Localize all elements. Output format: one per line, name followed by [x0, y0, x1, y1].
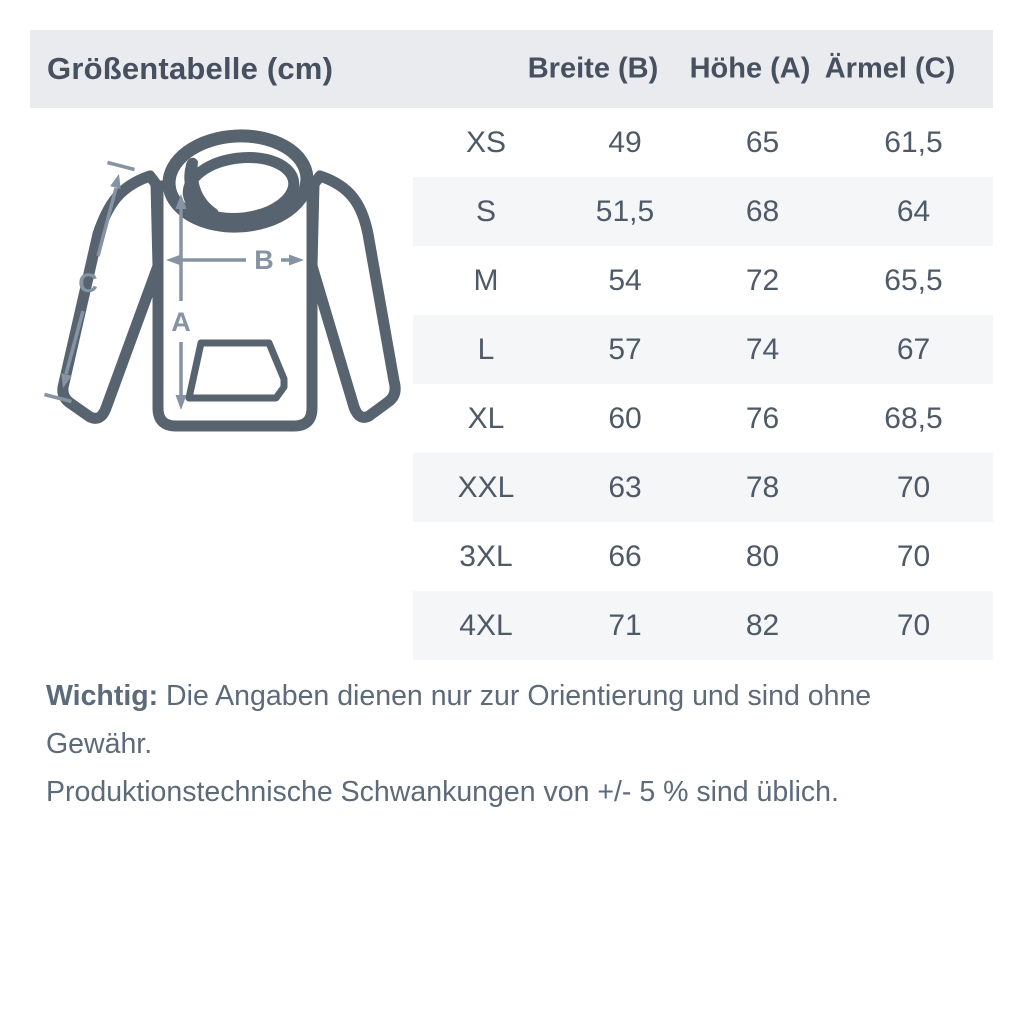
aermel-value-cell: 64	[896, 194, 931, 228]
size-cell: M	[473, 263, 499, 297]
aermel-value-cell: 65,5	[884, 263, 943, 297]
hoehe-value-cell: 74	[745, 332, 780, 366]
breite-value-cell: 57	[608, 332, 642, 366]
breite-value-cell: 54	[608, 263, 642, 297]
size-table-body	[413, 108, 993, 660]
table-row	[413, 522, 993, 591]
hoehe-value-cell: 72	[745, 263, 780, 297]
disclaimer-line-1	[46, 672, 976, 768]
size-cell: XS	[465, 125, 507, 159]
disclaimer-bold: Wichtig:	[46, 680, 159, 712]
hoehe-value-cell: 80	[745, 539, 780, 573]
table-row	[413, 315, 993, 384]
sleeve-label-c: C	[78, 268, 98, 298]
aermel-value-cell: 67	[896, 332, 931, 366]
table-row	[413, 177, 993, 246]
aermel-value-cell: 61,5	[884, 125, 943, 159]
column-header-breite: Breite (B)	[527, 52, 659, 85]
hoehe-value-cell: 82	[745, 608, 780, 642]
aermel-value-cell: 70	[896, 470, 931, 504]
size-cell: XXL	[457, 470, 515, 504]
hoodie-measurement-diagram	[28, 120, 412, 450]
table-header-bar	[30, 30, 993, 108]
breite-value-cell: 63	[608, 470, 642, 504]
size-cell: L	[477, 332, 495, 366]
table-row	[413, 246, 993, 315]
height-label-a: A	[171, 307, 191, 337]
breite-value-cell: 60	[608, 401, 642, 435]
column-header-hoehe: Höhe (A)	[689, 52, 811, 85]
aermel-value-cell: 68,5	[884, 401, 943, 435]
aermel-value-cell: 70	[896, 608, 931, 642]
hoehe-value-cell: 68	[745, 194, 780, 228]
breite-value-cell: 51,5	[595, 194, 655, 228]
table-row	[413, 591, 993, 660]
hoehe-value-cell: 65	[745, 125, 780, 159]
column-header-aermel: Ärmel (C)	[824, 52, 956, 85]
size-cell: S	[475, 194, 496, 228]
table-row	[413, 108, 993, 177]
table-row	[413, 453, 993, 522]
hoodie-pocket-outline	[189, 343, 284, 398]
disclaimer-note	[46, 672, 976, 816]
hoodie-right-sleeve-outline	[312, 176, 395, 417]
table-row	[413, 384, 993, 453]
disclaimer-text-1: Die Angaben dienen nur zur Orientierung und sind ohne Gewähr.	[46, 680, 872, 760]
size-cell: XL	[467, 401, 505, 435]
breite-value-cell: 66	[608, 539, 642, 573]
aermel-value-cell: 70	[896, 539, 931, 573]
width-label-b: B	[254, 245, 274, 275]
hoehe-value-cell: 76	[745, 401, 780, 435]
breite-value-cell: 49	[608, 125, 642, 159]
size-cell: 4XL	[459, 608, 513, 642]
size-cell: 3XL	[459, 539, 513, 573]
disclaimer-text-2: Produktionstechnische Schwankungen von +/- 5 % sind üblich.	[46, 776, 839, 808]
breite-value-cell: 71	[608, 608, 642, 642]
disclaimer-line-2	[46, 768, 976, 816]
hoehe-value-cell: 78	[745, 470, 780, 504]
page-title: Größentabelle (cm)	[47, 51, 334, 86]
